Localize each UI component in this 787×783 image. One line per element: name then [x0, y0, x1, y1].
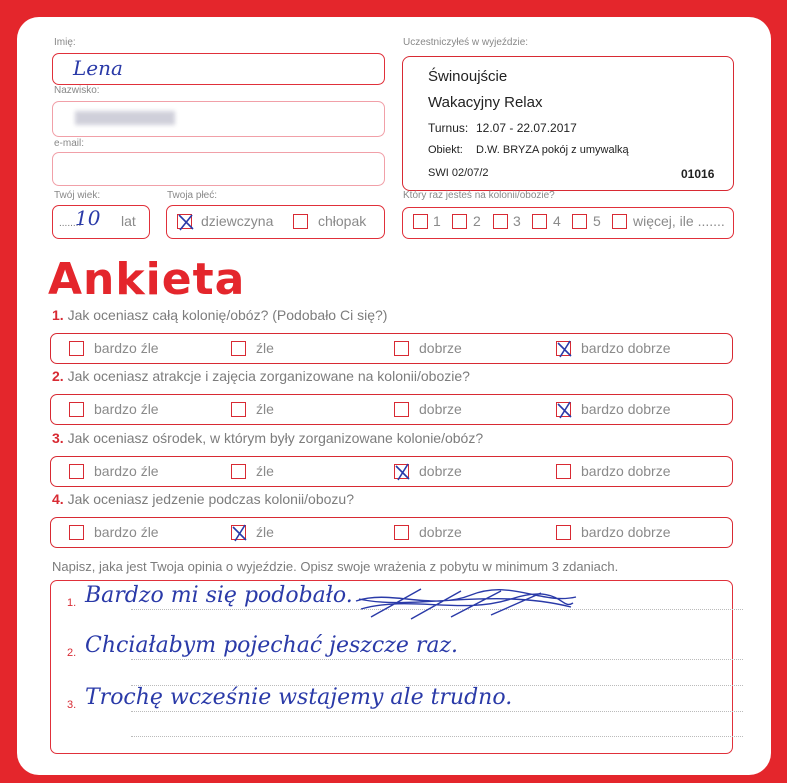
plec-option-chlopak: chłopak	[318, 213, 367, 229]
raz-option-2: 2	[473, 213, 481, 229]
checkbox-q1-option-2[interactable]	[231, 341, 246, 356]
checkbox-q2-option-4[interactable]	[556, 402, 571, 417]
label-email: e-mail:	[54, 138, 85, 149]
option-label: źle	[256, 463, 274, 479]
raz-option-1: 1	[433, 213, 441, 229]
checkbox-raz-1[interactable]	[413, 214, 428, 229]
survey-sheet	[17, 17, 771, 775]
checkbox-raz-wiecej[interactable]	[612, 214, 627, 229]
opinion-text-3: Trochę wcześnie wstajemy ale trudno.	[85, 685, 513, 710]
answer-row-4	[50, 517, 733, 548]
option-label: bardzo źle	[94, 524, 159, 540]
label-imie: Imię:	[54, 37, 76, 48]
raz-option-3: 3	[513, 213, 521, 229]
turnus-value: 12.07 - 22.07.2017	[476, 121, 577, 135]
checkbox-dziewczyna[interactable]	[177, 214, 192, 229]
camp-city: Świnoujście	[428, 68, 508, 85]
ktory-raz-field	[402, 207, 734, 239]
imie-value: Lena	[73, 56, 123, 80]
check-mark-icon	[555, 400, 575, 420]
checkbox-q4-option-4[interactable]	[556, 525, 571, 540]
checkbox-q3-option-1[interactable]	[69, 464, 84, 479]
question-number: 4.	[52, 491, 64, 507]
checkbox-q1-option-3[interactable]	[394, 341, 409, 356]
option-label: bardzo źle	[94, 401, 159, 417]
question-1	[52, 307, 387, 323]
checkbox-raz-3[interactable]	[493, 214, 508, 229]
option-label: bardzo dobrze	[581, 463, 671, 479]
checkbox-raz-5[interactable]	[572, 214, 587, 229]
option-label: bardzo źle	[94, 463, 159, 479]
survey-title: Ankieta	[48, 254, 246, 305]
wiek-unit: lat	[121, 213, 136, 229]
label-wiek: Twój wiek:	[54, 190, 101, 201]
question-3	[52, 430, 483, 446]
question-number: 1.	[52, 307, 64, 323]
option-label: źle	[256, 340, 274, 356]
opinion-num-2: 2.	[67, 647, 77, 659]
opinion-prompt: Napisz, jaka jest Twoja opinia o wyjeździe. Opisz swoje wrażenia z pobytu w minimum 3 zdaniach.	[52, 559, 619, 574]
camp-info-box	[402, 56, 734, 191]
label-ktory-raz: Który raz jesteś na kolonii/obozie?	[403, 190, 555, 201]
checkbox-raz-4[interactable]	[532, 214, 547, 229]
question-2	[52, 368, 470, 384]
opinion-line-2	[131, 659, 743, 660]
option-label: dobrze	[419, 524, 462, 540]
option-label: bardzo dobrze	[581, 401, 671, 417]
checkbox-q2-option-3[interactable]	[394, 402, 409, 417]
checkbox-q2-option-1[interactable]	[69, 402, 84, 417]
option-label: bardzo dobrze	[581, 340, 671, 356]
camp-code: SWI 02/07/2	[428, 167, 489, 179]
redacted-surname	[75, 111, 175, 125]
option-label: bardzo źle	[94, 340, 159, 356]
check-mark-icon	[230, 523, 250, 543]
plec-field	[166, 205, 385, 239]
camp-number: 01016	[681, 167, 715, 181]
opinion-text-1: Bardzo mi się podobało.	[85, 583, 353, 608]
checkbox-q2-option-2[interactable]	[231, 402, 246, 417]
answer-row-2	[50, 394, 733, 425]
opinion-line-3	[131, 711, 743, 712]
opinion-num-1: 1.	[67, 597, 77, 609]
question-text: Jak oceniasz całą kolonię/obóz? (Podobało Ci się?)	[67, 307, 388, 323]
checkbox-q4-option-3[interactable]	[394, 525, 409, 540]
raz-option-5: 5	[593, 213, 601, 229]
check-mark-icon	[176, 212, 196, 232]
wiek-value: 10	[75, 206, 101, 230]
scribble-out-mark	[351, 581, 581, 625]
checkbox-q1-option-4[interactable]	[556, 341, 571, 356]
option-label: dobrze	[419, 401, 462, 417]
option-label: dobrze	[419, 463, 462, 479]
check-mark-icon	[555, 339, 575, 359]
opinion-box[interactable]	[50, 580, 733, 754]
checkbox-raz-2[interactable]	[452, 214, 467, 229]
question-text: Jak oceniasz ośrodek, w którym były zorganizowane kolonie/obóz?	[67, 430, 484, 446]
raz-option-wiecej: więcej, ile .......	[633, 213, 725, 229]
checkbox-q3-option-3[interactable]	[394, 464, 409, 479]
imie-field[interactable]	[52, 53, 385, 85]
checkbox-q1-option-1[interactable]	[69, 341, 84, 356]
question-4	[52, 491, 354, 507]
obiekt-value: D.W. BRYZA pokój z umywalką	[476, 144, 629, 156]
label-nazwisko: Nazwisko:	[54, 85, 100, 96]
turnus-label: Turnus:	[428, 121, 469, 135]
wiek-field[interactable]	[52, 205, 150, 239]
check-mark-icon	[393, 462, 413, 482]
obiekt-label: Obiekt:	[428, 144, 463, 156]
option-label: źle	[256, 524, 274, 540]
opinion-text-2: Chciałabym pojechać jeszcze raz.	[85, 633, 459, 658]
question-number: 2.	[52, 368, 64, 384]
question-text: Jak oceniasz atrakcje i zajęcia zorganizowane na kolonii/obozie?	[67, 368, 470, 384]
email-field[interactable]	[52, 152, 385, 186]
checkbox-q3-option-2[interactable]	[231, 464, 246, 479]
label-plec: Twoja płeć:	[167, 190, 218, 201]
option-label: bardzo dobrze	[581, 524, 671, 540]
checkbox-chlopak[interactable]	[293, 214, 308, 229]
wiek-dots: ........	[59, 218, 82, 229]
question-number: 3.	[52, 430, 64, 446]
raz-option-4: 4	[553, 213, 561, 229]
option-label: dobrze	[419, 340, 462, 356]
checkbox-q4-option-2[interactable]	[231, 525, 246, 540]
option-label: źle	[256, 401, 274, 417]
checkbox-q4-option-1[interactable]	[69, 525, 84, 540]
question-text: Jak oceniasz jedzenie podczas kolonii/obozu?	[67, 491, 354, 507]
camp-name: Wakacyjny Relax	[428, 94, 543, 111]
answer-row-3	[50, 456, 733, 487]
answer-row-1	[50, 333, 733, 364]
checkbox-q3-option-4[interactable]	[556, 464, 571, 479]
label-uczestniczyles: Uczestniczyłeś w wyjeździe:	[403, 37, 529, 48]
opinion-num-3: 3.	[67, 699, 77, 711]
plec-option-dziewczyna: dziewczyna	[201, 213, 274, 229]
opinion-line-4	[131, 736, 743, 737]
nazwisko-field[interactable]	[52, 101, 385, 137]
